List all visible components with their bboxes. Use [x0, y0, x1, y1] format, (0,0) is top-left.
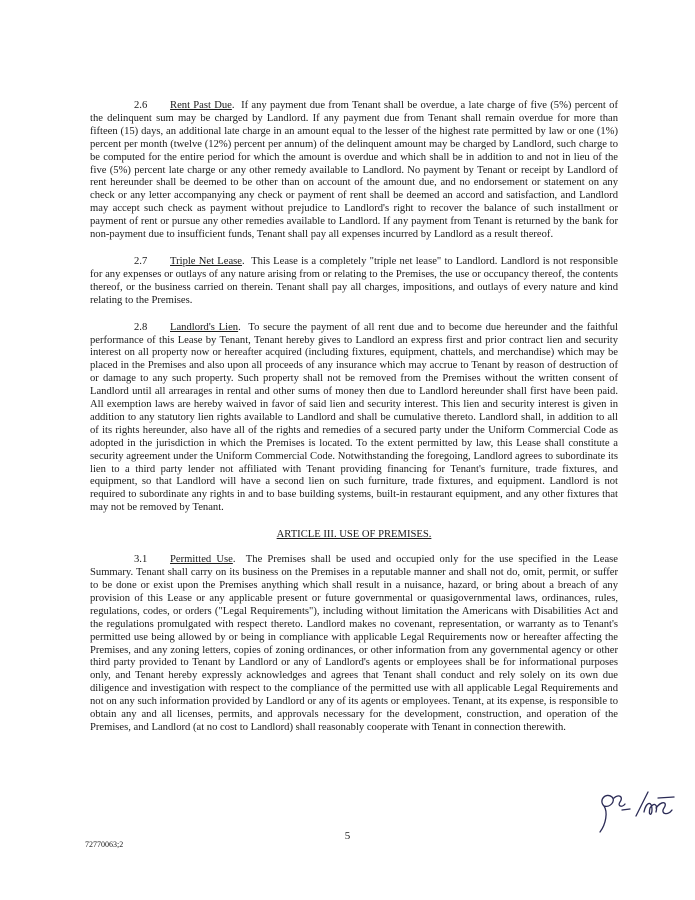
section-title: Landlord's Lien: [170, 321, 239, 333]
document-id: 72770063;2: [85, 840, 124, 849]
section-body: To secure the payment of all rent due and to become due hereunder and the faithful performance of this Lease by Tenant, Tenant hereby gives to Landlord an express first and prior contract lien and security interest on all property now or hereafter acquired (including fixtures, equipment, chattels, and merchandise) which may be placed in the Premises and also upon all proceeds of any insurance which may accrue to Tenant by reason of destruction of or damage to any such property. Such property shall not be removed from the Premises without the written consent of Landlord until all arrearages in rental and other sums of money then due to Landlord hereunder shall first have been paid. All exemption laws are hereby waived in favor of said lien and security interest. This lien and security interest is given in addition to any statutory lien rights available to Landlord and shall be cumulative thereto. Landlord shall, in addition to all of its rights hereunder, also have all of the rights and remedies of a secured party under the Uniform Commercial Code as adopted in the jurisdiction in which the Premises is located. To the extent permitted by law, this Lease shall constitute a security agreement under the Uniform Commercial Code. Notwithstanding the foregoing, Landlord agrees to subordinate its lien to a third party lender not affiliated with Tenant providing financing for Tenant's furniture, trade fixtures, and equipment, so that Landlord will have a second lien on such furniture, trade fixtures, and equipment. Landlord is not required to subordinate any rights in and to base building systems, built-in restaurant equipment, and any other fixtures that may not be removed by Tenant.: [90, 321, 618, 514]
section-title: Rent Past Due: [170, 100, 232, 111]
section-2-8: 2.8 Landlord's Lien. To secure the payment of all rent due and to become due hereunder and the faithful performance of this Lease by Tenant, Tenant hereby gives to Landlord an express first and prior contract lien and security interest on all property now or hereafter acquired (including fixtures, equipment, chattels, and merchandise) which may be placed in the Premises and also upon all proceeds of any insurance which may accrue to Tenant by reason of destruction of or damage to any such property. Such property shall not be removed from the Premises without the written consent of Landlord until all arrearages in rental and other sums of money then due to Landlord hereunder shall first have been paid. All exemption laws are hereby waived in favor of said lien and security interest. This lien and security interest is given in addition to any statutory lien rights available to Landlord and shall be cumulative thereto. Landlord shall, in addition to all of its rights hereunder, also have all of the rights and remedies of a secured party under the Uniform Commercial Code as adopted in the jurisdiction in which the Premises is located. To the extent permitted by law, this Lease shall constitute a security agreement under the Uniform Commercial Code. Notwithstanding the foregoing, Landlord agrees to subordinate its lien to a third party lender not affiliated with Tenant providing financing for Tenant's furniture, trade fixtures, and equipment, so that Landlord will have a second lien on such furniture, trade fixtures, and equipment. Landlord is not required to subordinate any rights in and to base building systems, built-in restaurant equipment, and any other fixtures that may not be removed by Tenant.: [90, 321, 618, 514]
section-number: 3.1: [134, 554, 148, 566]
document-page: [90, 100, 618, 749]
section-number: 2.6: [134, 100, 148, 111]
section-number: 2.7: [134, 255, 148, 267]
page-number: 5: [344, 830, 351, 842]
section-body: This Lease is a completely "triple net lease" to Landlord. Landlord is not responsible for any expenses or outlays of any nature arising from or relating to the Premises, the use or occupancy thereof, the contents thereof, or the business carried on therein. Tenant shall pay all charges, impositions, and outlays of every nature and kind relating to the Premises.: [90, 255, 619, 306]
section-3-1: 3.1 Permitted Use. The Premises shall be used and occupied only for the use specified in the Lease Summary. Tenant shall carry on its business on the Premises in a reputable manner and shall not do, omit, permit, or suffer to be done or exist upon the Premises anything which shall result in a nuisance, hazard, or bring about a breach of any provision of this Lease or any applicable present or future governmental or quasigovernmental laws, ordinances, rules, regulations, codes, or orders ("Legal Requirements"), including without limitation the Americans with Disabilities Act and the regulations promulgated with respect thereto. Landlord makes no covenant, representation, or warranty as to Tenant's permitted use being allowed by or being in compliance with applicable Legal Requirements now or hereafter affecting the Premises, and any zoning letters, copies of zoning ordinances, or other information from any governmental agency or other third party provided to Tenant by Landlord or any of Landlord's agents or employees shall be for informational purposes only, and Tenant hereby expressly acknowledges and agrees that Tenant shall conduct and rely solely on its own due diligence and investigation with respect to the compliance of the permitted use with all applicable Legal Requirements and not on any such information provided by Landlord or any of its agents or employees. Tenant, at its expense, is responsible to obtain any and all licenses, permits, and approvals necessary for the development, construction, and operation of the Premises, and Landlord (at no cost to Landlord) shall reasonably cooperate with Tenant in connection therewith.: [90, 554, 618, 733]
handwritten-initials-icon: [592, 788, 682, 836]
article-heading: ARTICLE III. USE OF PREMISES.: [276, 529, 432, 541]
section-2-6: 2.6 Rent Past Due. If any payment due from Tenant shall be overdue, a late charge of five (5%) percent of the delinquent sum may be charged by Landlord. If any payment due from Tenant shall remain overdue for more than fifteen (15) days, an additional late charge in an amount equal to the lesser of the highest rate permitted by law or one (1%) percent per month (twelve (12%) percent per annum) of the delinquent amount may be charged by Landlord, such charge to be computed for the entire period for which the amount is overdue and which shall be in addition to and not in lieu of the five (5%) percent late charge or any other remedy available to Landlord. No payment by Tenant or receipt by Landlord of rent hereunder shall be deemed to be other than on account of the amount due, and no endorsement or statement on any check or any letter accompanying any check or payment of rent shall be deemed an accord and satisfaction, and Landlord may accept such check as payment without prejudice to Landlord's right to recover the balance of such installment or payment of rent or pursue any other remedies available to Landlord. If any payment from Tenant is returned by the bank for non-payment due to insufficient funds, Tenant shall pay all expenses incurred by Landlord as a result thereof.: [90, 100, 618, 241]
section-body: If any payment due from Tenant shall be overdue, a late charge of five (5%) percent of the delinquent sum may be charged by Landlord. If any payment due from Tenant shall remain overdue for more than fifteen (15) days, an additional late charge in an amount equal to the lesser of the highest rate permitted by law or one (1%) percent per month (twelve (12%) percent per annum) of the delinquent amount may be charged by Landlord, such charge to be computed for the entire period for which the amount is overdue and which shall be in addition to and not in lieu of the five (5%) percent late charge or any other remedy available to Landlord. No payment by Tenant or receipt by Landlord of rent hereunder shall be deemed to be other than on account of the amount due, and no endorsement or statement on any check or any letter accompanying any check or payment of rent shall be deemed an accord and satisfaction, and Landlord may accept such check as payment without prejudice to Landlord's right to recover the balance of such installment or payment of rent or pursue any other remedies available to Landlord. If any payment from Tenant is returned by the bank for non-payment due to insufficient funds, Tenant shall pay all expenses incurred by Landlord as a result thereof.: [90, 100, 618, 241]
section-body: The Premises shall be used and occupied only for the use specified in the Lease Summary. Tenant shall carry on its business on the Premises in a reputable manner and shall not do, omit, permit, or suffer to be done or exist upon the Premises anything which shall result in a nuisance, hazard, or bring about a breach of any provision of this Lease or any applicable present or future governmental or quasigovernmental laws, ordinances, rules, regulations, codes, or orders ("Legal Requirements"), including without limitation the Americans with Disabilities Act and the regulations promulgated with respect thereto. Landlord makes no covenant, representation, or warranty as to Tenant's permitted use being allowed by or being in compliance with applicable Legal Requirements now or hereafter affecting the Premises, and any zoning letters, copies of zoning ordinances, or other information from any governmental agency or other third party provided to Tenant by Landlord or any of Landlord's agents or employees shall be for informational purposes only, and Tenant hereby expressly acknowledges and agrees that Tenant shall conduct and rely solely on its own due diligence and investigation with respect to the compliance of the permitted use with all applicable Legal Requirements and not on any such information provided by Landlord or any of its agents or employees. Tenant, at its expense, is responsible to obtain any and all licenses, permits, and approvals necessary for the development, construction, and operation of the Premises, and Landlord (at no cost to Landlord) shall reasonably cooperate with Tenant in connection therewith.: [90, 554, 618, 733]
section-title: Permitted Use: [170, 554, 233, 566]
section-number: 2.8: [134, 321, 148, 333]
section-2-7: 2.7 Triple Net Lease. This Lease is a completely "triple net lease" to Landlord. Landlord is not responsible for any expenses or outlays of any nature arising from or relating to the Premises, the use or occupancy thereof, the contents thereof, or the business carried on therein. Tenant shall pay all charges, impositions, and outlays of every nature and kind relating to the Premises.: [90, 255, 619, 306]
section-title: Triple Net Lease: [170, 255, 242, 267]
